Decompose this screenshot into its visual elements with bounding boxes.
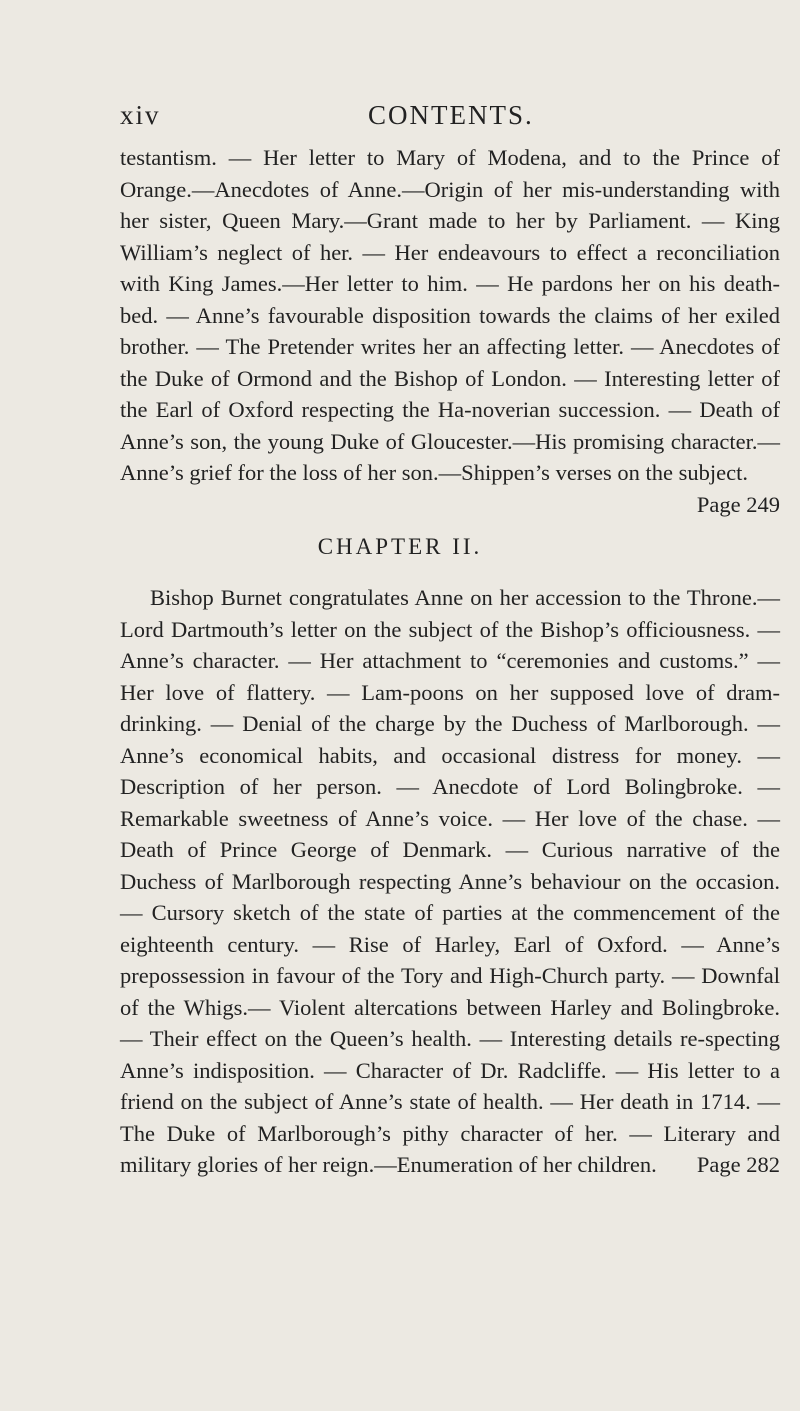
contents-entry xyxy=(120,142,780,520)
page-number: xiv xyxy=(120,100,161,130)
entry-text: testantism. — Her letter to Mary of Modena, and to the Prince of Orange.—Anecdotes of Anne.—Origin of her mis-understanding with her sister, Queen Mary.—Grant made to her by Parliament. — King William’s neglect of her. — Her endeavours to effect a reconciliation with King James.—Her letter to him. — He pardons her on his death-bed. — Anne’s favourable disposition towards the claims of her exiled brother. — The Pretender writes her an affecting letter. — Anecdotes of the Duke of Ormond and the Bishop of London. — Interesting letter of the Earl of Oxford respecting the Ha-noverian succession. — Death of Anne’s son, the young Duke of Gloucester.—His promising character.—Anne’s grief for the loss of her son.—Shippen’s verses on the subject. xyxy=(120,145,780,485)
entry-page-reference: Page 282 xyxy=(696,1152,780,1177)
running-title: CONTENTS. xyxy=(368,100,534,130)
entry-page-reference: Page 249 xyxy=(696,491,780,517)
entry-text: Bishop Burnet congratulates Anne on her accession to the Throne.—Lord Dartmouth’s letter on the subject of the Bishop’s officiousness. — Anne’s character. — Her attachment to “ceremonies and customs.” — Her love of flattery. — Lam-poons on her supposed love of dram-drinking. — Denial of the charge by the Duchess of Marlborough. — Anne’s economical habits, and occasional distress for money. — Description of her person. — Anecdote of Lord Bolingbroke. — Remarkable sweetness of Anne’s voice. — Her love of the chase. — Death of Prince George of Denmark. — Curious narrative of the Duchess of Marlborough respecting Anne’s behaviour on the occasion. — Cursory sketch of the state of parties at the commencement of the eighteenth century. — Rise of Harley, Earl of Oxford. — Anne’s prepossession in favour of the Tory and High-Church party. — Downfal of the Whigs.— Violent altercations between Harley and Bolingbroke. — Their effect on the Queen’s health. — Interesting details re-specting Anne’s indisposition. — Character of Dr. Radcliffe. — His letter to a friend on the subject of Anne’s state of health. — Her death in 1714. — The Duke of Marlborough’s pithy character of her. — Literary and military glories of her reign.—Enumeration of her children. xyxy=(120,585,780,1177)
running-head xyxy=(120,100,780,140)
contents-entry xyxy=(120,582,780,1181)
chapter-heading: CHAPTER II. xyxy=(317,534,483,559)
